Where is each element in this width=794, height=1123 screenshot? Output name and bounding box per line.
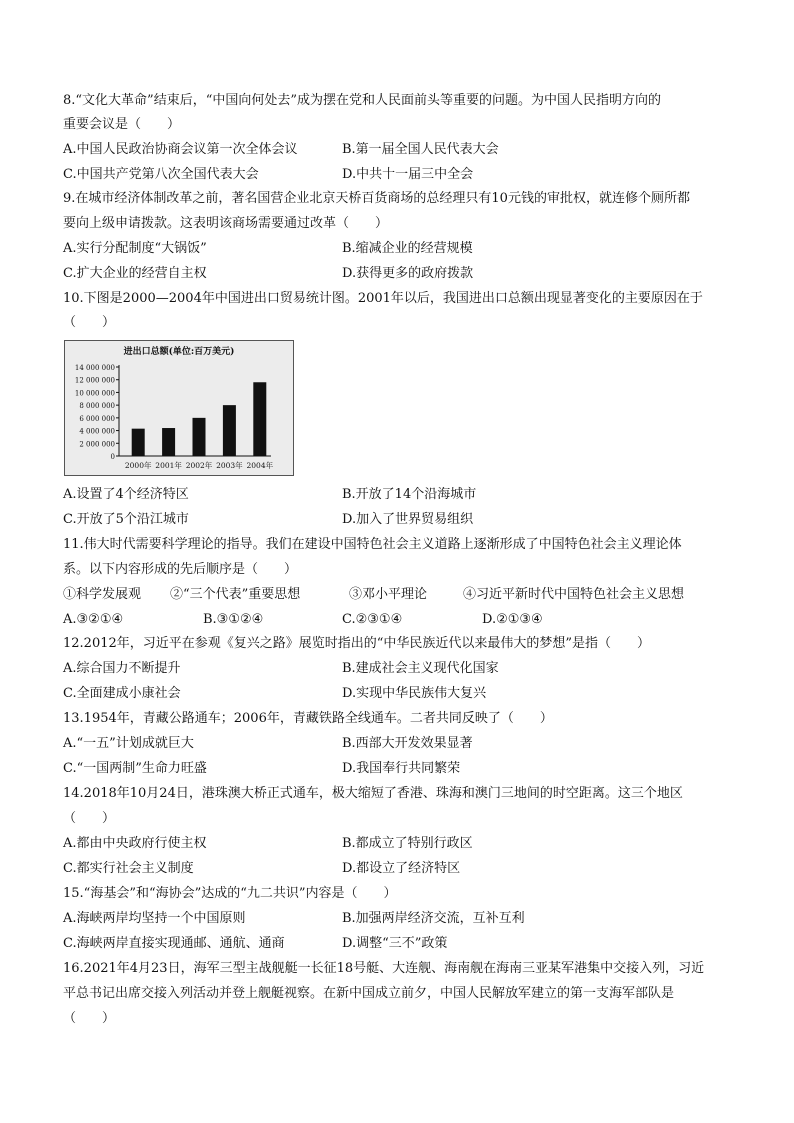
q15-option-b: B.加强两岸经济交流，互补互利 [342, 911, 525, 926]
q8-option-a: A.中国人民政治协商会议第一次全体会议 [63, 142, 298, 157]
q8-stem-line1: 8.“文化大革命”结束后，“中国向何处去”成为摆在党和人民面前头等重要的问题。为中国人民指明方向的 [63, 93, 661, 108]
q8-option-d: D.中共十一届三中全会 [342, 167, 474, 182]
bar-2000年 [132, 429, 145, 456]
q9-option-d: D.获得更多的政府拨款 [342, 266, 474, 281]
q13-option-a: A.“一五”计划成就巨大 [63, 736, 194, 751]
q13-option-d: D.我国奉行共同繁荣 [342, 761, 461, 776]
q15-option-a: A.海峡两岸均坚持一个中国原则 [63, 911, 246, 926]
q9-option-a: A.实行分配制度“大锅饭” [63, 241, 207, 256]
q8-stem-line2: 重要会议是（ ） [63, 117, 181, 132]
q14-stem-line2: （ ） [63, 811, 116, 826]
q9-stem-line1: 9.在城市经济体制改革之前，著名国营企业北京天桥百货商场的总经理只有10元钱的审批权，就连修个厕所都 [63, 191, 690, 206]
y-tick-label: 8 000 000 [79, 402, 115, 411]
q11-item-3: ③邓小平理论 [349, 587, 428, 602]
x-tick-label: 2001年 [155, 461, 182, 470]
bar-2001年 [162, 428, 175, 456]
x-tick-label: 2000年 [124, 461, 152, 470]
q11-option-c: C.②③①④ [342, 612, 403, 627]
q11-option-a: A.③②①④ [63, 612, 124, 627]
q9-option-b: B.缩减企业的经营规模 [342, 241, 473, 256]
x-tick-label: 2003年 [216, 461, 243, 470]
q10-option-b: B.开放了14个沿海城市 [342, 487, 477, 502]
q11-item-2: ②“三个代表”重要思想 [170, 587, 301, 602]
q16-stem-line3: （ ） [63, 1011, 116, 1026]
q10-option-c: C.开放了5个沿江城市 [63, 512, 189, 527]
q11-option-b: B.③①②④ [203, 612, 264, 627]
q11-stem-line2: 系。以下内容形成的先后顺序是（ ） [63, 562, 298, 577]
q8-option-c: C.中国共产党第八次全国代表大会 [63, 167, 259, 182]
y-tick-label: 10 000 000 [74, 389, 115, 398]
y-tick-label: 6 000 000 [79, 414, 115, 423]
y-tick-label: 12 000 000 [74, 376, 115, 385]
q15-option-d: D.调整“三不”政策 [342, 936, 448, 951]
y-tick-label: 2 000 000 [79, 440, 115, 449]
q12-option-c: C.全面建成小康社会 [63, 686, 181, 701]
q10-stem-line2: （ ） [63, 315, 116, 330]
bar-2002年 [193, 418, 206, 456]
q13-option-b: B.西部大开发效果显著 [342, 736, 473, 751]
q12-option-d: D.实现中华民族伟大复兴 [342, 686, 487, 701]
q11-item-4: ④习近平新时代中国特色社会主义思想 [463, 587, 685, 602]
y-tick-label: 4 000 000 [79, 427, 115, 436]
chart-title: 进出口总额(单位:百万美元) [123, 347, 235, 357]
q13-option-c: C.“一国两制”生命力旺盛 [63, 761, 207, 776]
y-tick-label: 14 000 000 [74, 364, 115, 372]
trade-bar-chart [64, 340, 294, 476]
x-tick-label: 2004年 [246, 461, 274, 470]
y-tick-label: 0 [110, 453, 115, 461]
q10-stem-line1: 10.下图是2000—2004年中国进出口贸易统计图。2001年以后，我国进出口总额出现显著变化的主要原因在于 [63, 291, 703, 306]
q14-option-d: D.都设立了经济特区 [342, 861, 461, 876]
q14-option-a: A.都由中央政府行使主权 [63, 836, 207, 851]
q16-stem-line1: 16.2021年4月23日，海军三型主战舰艇一长征18号艇、大连舰、海南舰在海南三亚某军港集中交接入列，习近 [63, 961, 705, 976]
q16-stem-line2: 平总书记出席交接入列活动并登上舰艇视察。在新中国成立前夕，中国人民解放军建立的第一支海军部队是 [63, 986, 675, 1001]
bar-2004年 [253, 382, 266, 456]
q12-option-a: A.综合国力不断提升 [63, 661, 181, 676]
q10-option-d: D.加入了世界贸易组织 [342, 512, 474, 527]
q15-stem-line1: 15.“海基会”和“海协会”达成的“九二共识”内容是（ ） [63, 886, 397, 901]
q9-stem-line2: 要向上级申请拨款。这表明该商场需要通过改革（ ） [63, 216, 389, 231]
trade-bar-chart-svg [65, 341, 293, 475]
q14-stem-line1: 14.2018年10月24日，港珠澳大桥正式通车，极大缩短了香港、珠海和澳门三地间的时空距离。这三个地区 [63, 786, 683, 801]
q8-option-b: B.第一届全国人民代表大会 [342, 142, 499, 157]
q15-option-c: C.海峡两岸直接实现通邮、通航、通商 [63, 936, 285, 951]
q12-option-b: B.建成社会主义现代化国家 [342, 661, 499, 676]
q14-option-c: C.都实行社会主义制度 [63, 861, 194, 876]
q14-option-b: B.都成立了特别行政区 [342, 836, 473, 851]
q11-stem-line1: 11.伟大时代需要科学理论的指导。我们在建设中国特色社会主义道路上逐渐形成了中国特色社会主义理论体 [63, 537, 682, 552]
q13-stem-line1: 13.1954年，青藏公路通车；2006年，青藏铁路全线通车。二者共同反映了（ ） [63, 711, 553, 726]
q11-item-1: ①科学发展观 [63, 587, 142, 602]
bar-2003年 [223, 405, 236, 456]
q11-option-d: D.②①③④ [482, 612, 543, 627]
q10-option-a: A.设置了4个经济特区 [63, 487, 189, 502]
q9-option-c: C.扩大企业的经营自主权 [63, 266, 207, 281]
q12-stem-line1: 12.2012年，习近平在参观《复兴之路》展览时指出的“中华民族近代以来最伟大的梦想”是指（ ） [63, 636, 651, 651]
x-tick-label: 2002年 [185, 461, 213, 470]
